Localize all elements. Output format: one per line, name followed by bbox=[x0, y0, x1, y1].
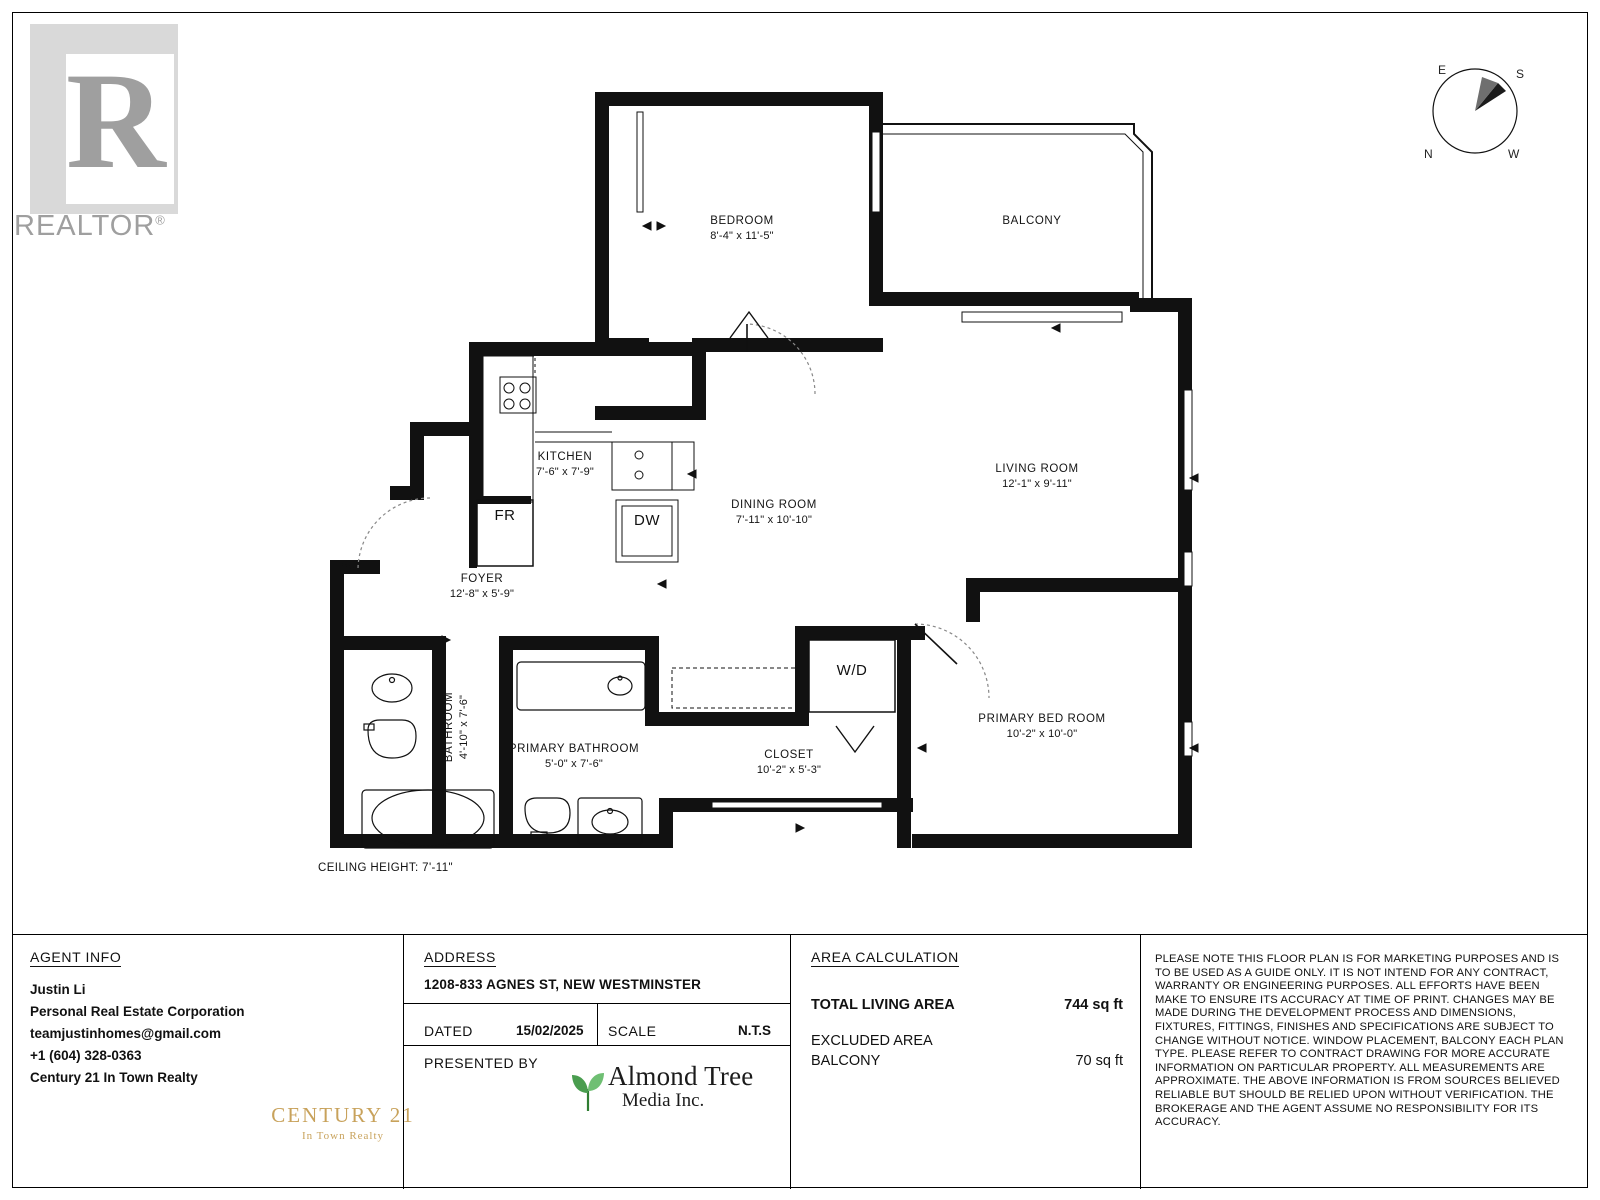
dated-label: DATED bbox=[424, 1023, 473, 1039]
room-dim-dining-room: 7'-11" x 10'-10" bbox=[735, 514, 813, 526]
room-label-closet bbox=[704, 748, 874, 778]
room-label-balcony bbox=[942, 214, 1122, 229]
century21-logo bbox=[268, 1103, 418, 1142]
room-label-bathroom bbox=[442, 652, 472, 802]
agent-info-panel bbox=[12, 935, 415, 1189]
room-dim-primary-bed-room: 10'-2" x 10'-0" bbox=[1006, 728, 1078, 740]
address-title: ADDRESS bbox=[424, 949, 496, 965]
room-dim-living-room: 12'-1" x 9'-11" bbox=[1002, 478, 1072, 490]
agent-email[interactable]: teamjustinhomes@gmail.com bbox=[30, 1026, 221, 1041]
room-name-bedroom: BEDROOM bbox=[710, 215, 774, 227]
room-label-bedroom bbox=[652, 214, 832, 244]
room-name-living-room: LIVING ROOM bbox=[995, 463, 1079, 475]
room-dim-primary-bathroom: 5'-0" x 7'-6" bbox=[544, 758, 604, 770]
agent-phone[interactable]: +1 (604) 328-0363 bbox=[30, 1048, 142, 1063]
room-dim-kitchen: 7'-6" x 7'-9" bbox=[535, 466, 595, 478]
agent-name: Justin Li bbox=[30, 982, 86, 997]
area-calculation-title: AREA CALCULATION bbox=[811, 949, 959, 965]
washer-dryer-label: W/D bbox=[836, 662, 868, 679]
leaf-icon bbox=[568, 1067, 608, 1113]
total-living-area-row bbox=[811, 997, 1123, 1013]
balcony-area-row bbox=[811, 1053, 1123, 1069]
room-name-dining-room: DINING ROOM bbox=[731, 499, 817, 511]
room-label-living-room bbox=[942, 462, 1132, 492]
presented-divider bbox=[404, 1045, 791, 1046]
realtor-wordmark: REALTOR bbox=[14, 210, 156, 242]
address-value: 1208-833 AGNES ST, NEW WESTMINSTER bbox=[424, 977, 702, 992]
floor-plan-svg bbox=[12, 12, 1588, 922]
almond-tree-name: Almond Tree bbox=[608, 1061, 754, 1091]
room-dim-bathroom: 4'-10" x 7'-6" bbox=[458, 694, 470, 760]
room-dim-bedroom: 8'-4" x 11'-5" bbox=[710, 230, 774, 242]
dated-value: 15/02/2025 bbox=[516, 1023, 584, 1038]
room-name-kitchen: KITCHEN bbox=[537, 451, 593, 463]
ceiling-height-note: CEILING HEIGHT: 7'-11" bbox=[318, 862, 454, 874]
room-name-bathroom: BATHROOM bbox=[443, 691, 455, 763]
info-bar bbox=[12, 934, 1588, 1188]
dishwasher-label: DW bbox=[634, 512, 660, 529]
compass-label-north: N bbox=[1424, 147, 1433, 161]
registered-trademark-icon: ® bbox=[155, 212, 166, 228]
century21-wordmark: CENTURY 21 bbox=[271, 1103, 415, 1127]
fridge-label: FR bbox=[494, 507, 516, 524]
compass-label-east: E bbox=[1438, 63, 1447, 77]
room-dim-closet: 10'-2" x 5'-3" bbox=[756, 764, 822, 776]
balcony-area-value: 70 sq ft bbox=[1075, 1053, 1123, 1069]
balcony-area-label: BALCONY bbox=[811, 1053, 881, 1069]
room-label-kitchen bbox=[490, 450, 640, 480]
room-name-primary-bed-room: PRIMARY BED ROOM bbox=[978, 713, 1106, 725]
room-name-foyer: FOYER bbox=[460, 573, 504, 585]
room-label-foyer bbox=[402, 572, 562, 602]
floor-plan-drawing bbox=[12, 12, 1588, 922]
room-label-primary-bed-room bbox=[942, 712, 1142, 742]
room-name-closet: CLOSET bbox=[764, 749, 814, 761]
almond-tree-logo bbox=[564, 1061, 784, 1112]
agent-brokerage: Century 21 In Town Realty bbox=[30, 1070, 198, 1085]
compass-label-west: W bbox=[1508, 147, 1520, 161]
disclaimer-text: PLEASE NOTE THIS FLOOR PLAN IS FOR MARKETING PURPOSES AND IS TO BE USED AS A GUIDE ONLY. IT IS NOT INTEND FOR ANY CONTRACT, WARRANTY OR ENGINEERING PURPOSES. ALL EFFORTS HAVE BEEN MAKE TO ENSURE ITS ACCURACY AT TIME OF PRINT. CHANGES MAY BE MADE DURING THE DEVELOPMENT PROCESS AND DIMENSIONS, FIXTURES, FITTINGS, FINISHES AND SPECIFICATIONS ARE SUBJECT TO CHANGE WITHOUT NOTICE. WINDOW PLACEMENT, BALCONY EACH PLAN TYPE. PLEASE REFER TO CONTRACT DRAWING FOR MORE ACCURATE INFORMATION ON PARTICULAR PROPERTY. ALL MEASUREMENTS ARE APPROXIMATE. THE ABOVE INFORMATION IS FROM SOURCES BELIEVED RELIABLE BUT SHOULD BE RELIED UPON WITHOUT VERIFICATION. THE BROKERAGE AND THE AGENT ASSUME NO RESPONSIBILITY FOR ITS ACCURACY. bbox=[1155, 953, 1564, 1129]
compass-label-south: S bbox=[1516, 67, 1525, 81]
agent-info-title: AGENT INFO bbox=[30, 949, 122, 965]
almond-tree-subtitle: Media Inc. bbox=[622, 1090, 705, 1111]
area-calculation-panel bbox=[790, 935, 1140, 1189]
room-name-balcony: BALCONY bbox=[1002, 215, 1062, 227]
room-label-primary-bathroom bbox=[490, 742, 658, 772]
room-dim-foyer: 12'-8" x 5'-9" bbox=[449, 588, 515, 600]
disclaimer-panel bbox=[1140, 935, 1588, 1189]
scale-label: SCALE bbox=[608, 1023, 657, 1039]
address-panel bbox=[403, 935, 790, 1189]
dated-scale-divider bbox=[597, 1003, 598, 1045]
scale-value: N.T.S bbox=[738, 1023, 772, 1038]
excluded-area-label: EXCLUDED AREA bbox=[811, 1033, 933, 1049]
room-label-dining-room bbox=[684, 498, 864, 528]
total-living-area-label: TOTAL LIVING AREA bbox=[811, 997, 955, 1013]
century21-subtitle: In Town Realty bbox=[301, 1130, 385, 1142]
room-name-primary-bathroom: PRIMARY BATHROOM bbox=[508, 743, 640, 755]
agent-details bbox=[30, 979, 245, 1089]
excluded-area-row bbox=[811, 1033, 1123, 1049]
realtor-logo-letter: R bbox=[66, 44, 162, 197]
agent-title: Personal Real Estate Corporation bbox=[30, 1004, 245, 1019]
total-living-area-value: 744 sq ft bbox=[1064, 997, 1123, 1013]
presented-by-label: PRESENTED BY bbox=[424, 1055, 539, 1071]
